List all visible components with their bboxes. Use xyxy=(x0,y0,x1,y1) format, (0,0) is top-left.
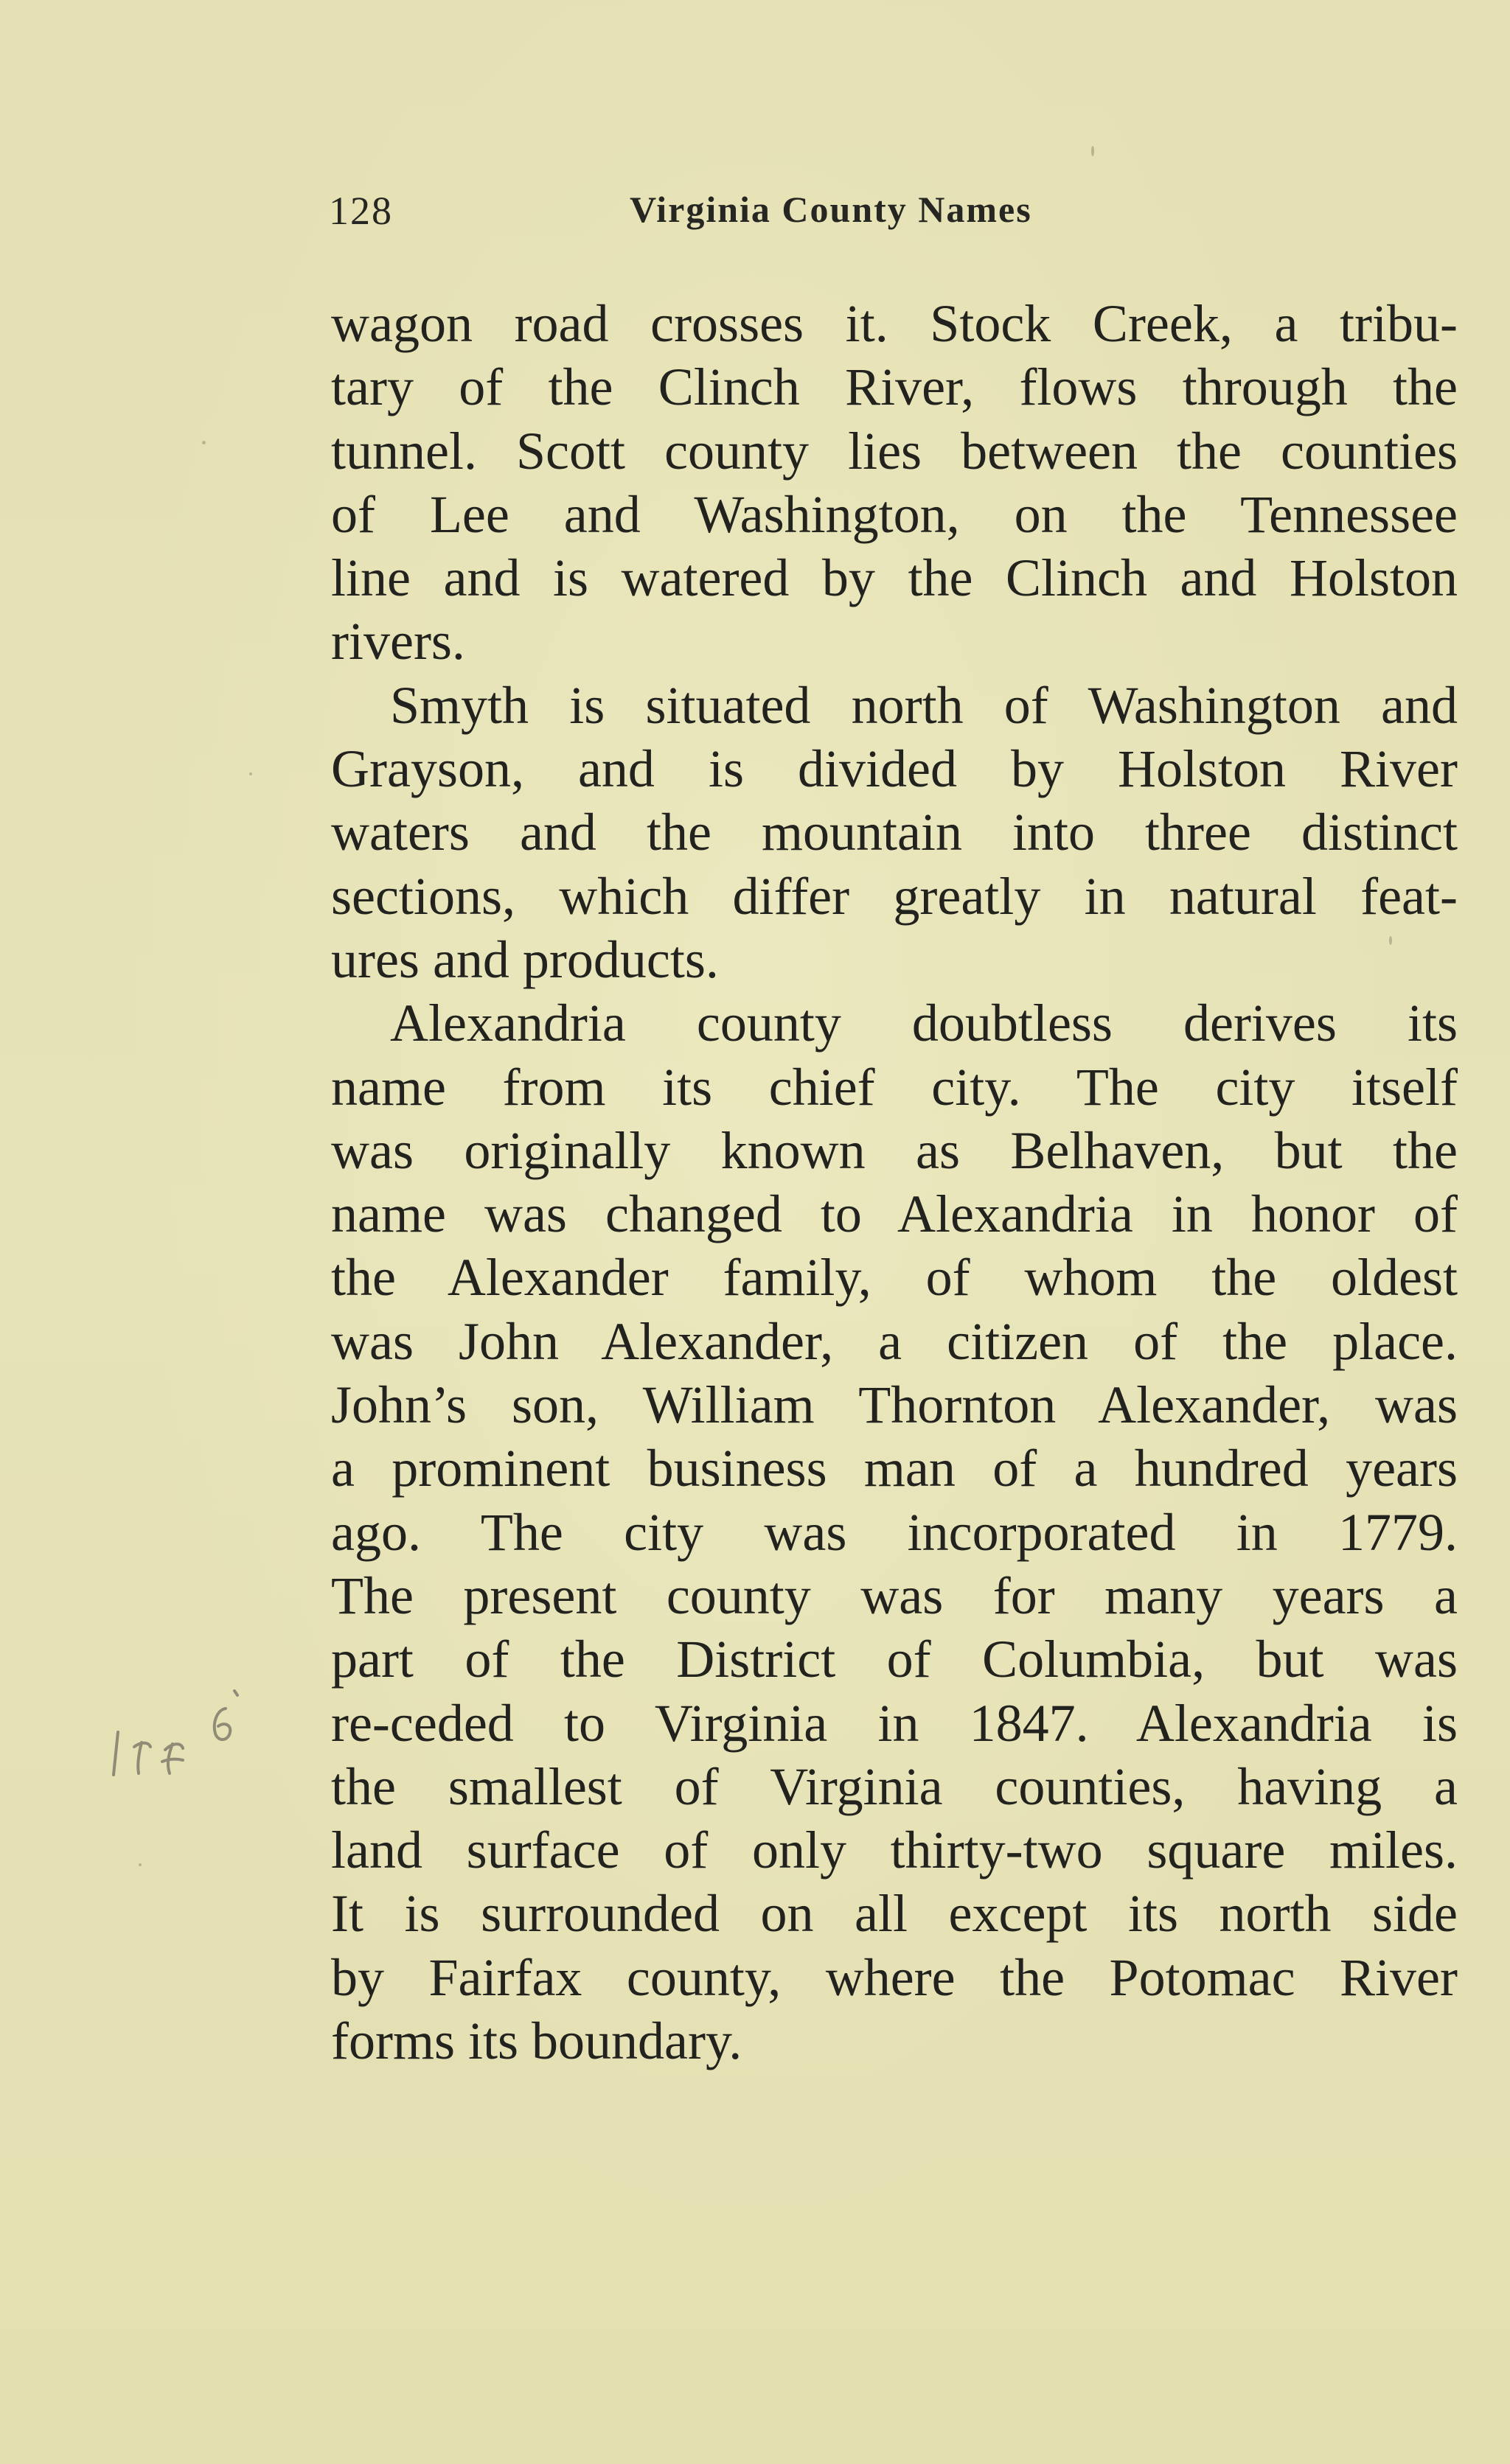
text-line: name was changed to Alexandria in honor of xyxy=(331,1184,1458,1244)
text-line: name from its chief city. The city itself xyxy=(331,1057,1458,1117)
running-head xyxy=(329,188,1155,240)
text-line: was originally known as Belhaven, but the xyxy=(331,1120,1458,1180)
text-line: rivers. xyxy=(331,612,465,671)
page-number: 128 xyxy=(329,189,393,233)
page-speck xyxy=(1091,146,1094,156)
text-line: ago. The city was incorporated in 1779. xyxy=(331,1502,1458,1562)
text-line: ures and products. xyxy=(331,929,719,989)
text-line: the Alexander family, of whom the oldest xyxy=(331,1248,1458,1308)
text-line: forms its boundary. xyxy=(331,2011,742,2071)
text-line: It is surrounded on all except its north side xyxy=(331,1884,1458,1944)
text-line: Alexandria county doubtless derives its xyxy=(390,994,1458,1053)
page-speck xyxy=(249,772,252,775)
text-line: tary of the Clinch River, flows through the xyxy=(331,357,1458,417)
text-line: line and is watered by the Clinch and Holston xyxy=(331,548,1458,608)
text-line: the smallest of Virginia counties, having a xyxy=(331,1756,1458,1816)
page-speck xyxy=(139,1863,142,1866)
pencil-scribble-icon xyxy=(96,1688,288,1784)
text-line: was John Alexander, a citizen of the place. xyxy=(331,1311,1458,1371)
text-line: re-ceded to Virginia in 1847. Alexandria is xyxy=(331,1693,1458,1753)
text-line: The present county was for many years a xyxy=(331,1566,1458,1625)
text-line: Grayson, and is divided by Holston River xyxy=(331,739,1458,799)
text-line: Smyth is situated north of Washington and xyxy=(390,675,1458,735)
text-line: part of the District of Columbia, but was xyxy=(331,1630,1458,1689)
text-line: tunnel. Scott county lies between the counties xyxy=(331,421,1458,481)
page-speck xyxy=(1389,936,1392,945)
text-line: sections, which differ greatly in natural feat- xyxy=(331,866,1458,926)
text-line: a prominent business man of a hundred years xyxy=(331,1439,1458,1498)
body-text xyxy=(331,292,1458,2073)
page-speck xyxy=(202,441,206,444)
text-line: John’s son, William Thornton Alexander, was xyxy=(331,1375,1458,1435)
text-line: by Fairfax county, where the Potomac River xyxy=(331,1947,1458,2007)
text-line: of Lee and Washington, on the Tennessee xyxy=(331,484,1458,544)
running-title: Virginia County Names xyxy=(630,189,1032,230)
text-line: land surface of only thirty-two square miles. xyxy=(331,1821,1458,1880)
handwritten-margin-note xyxy=(96,1688,288,1784)
text-line: waters and the mountain into three distinct xyxy=(331,803,1458,862)
text-line: wagon road crosses it. Stock Creek, a tribu- xyxy=(331,294,1458,353)
